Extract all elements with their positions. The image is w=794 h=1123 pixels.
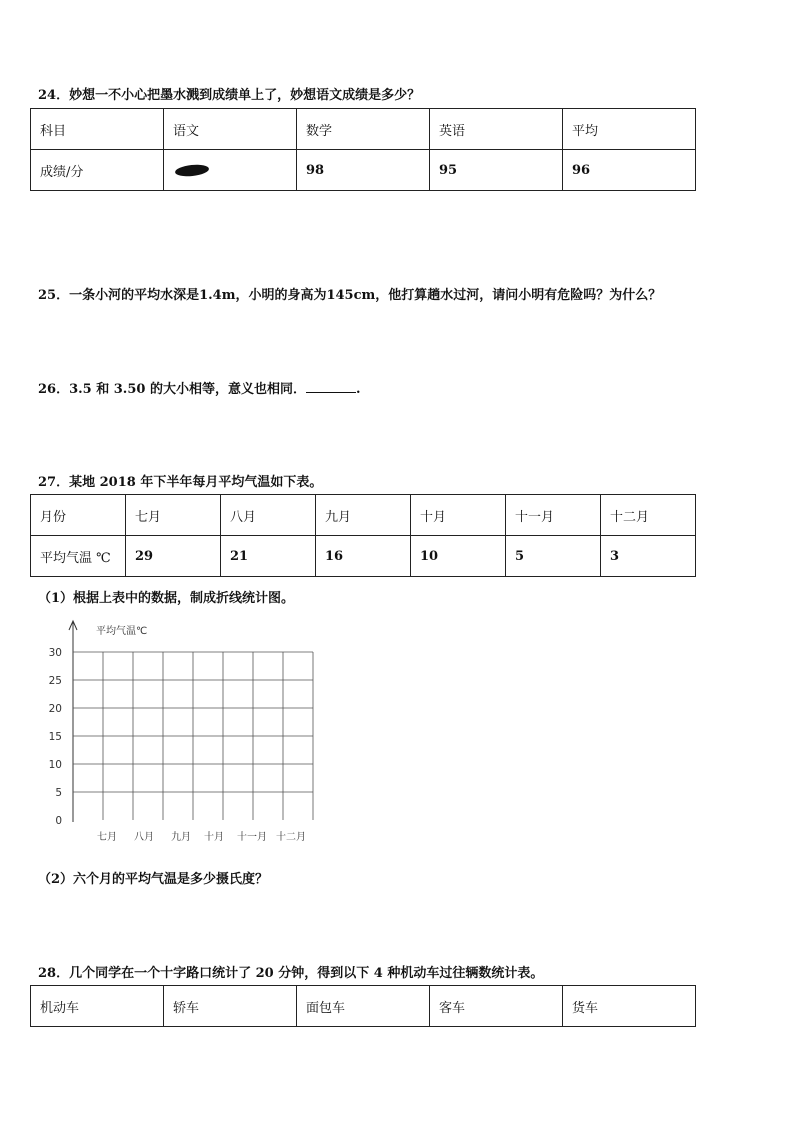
- question-26: [38, 378, 360, 397]
- question-26-end: .: [355, 382, 361, 397]
- temperature-table: [30, 494, 696, 577]
- table-row-label: 平均气温 ℃: [31, 536, 126, 577]
- table-row-label: 成绩/分: [31, 150, 164, 191]
- table-header-cell: 货车: [563, 986, 696, 1027]
- x-tick-label: 八月: [134, 832, 154, 843]
- y-tick-label: 25: [48, 675, 62, 687]
- temp-cell: 3: [601, 536, 696, 577]
- table-header-cell: 语文: [164, 109, 297, 150]
- answer-blank[interactable]: [306, 380, 356, 393]
- x-tick-label: 九月: [171, 832, 191, 843]
- table-header-cell: 平均: [563, 109, 696, 150]
- line-chart-grid: [40, 618, 330, 848]
- table-header-cell: 轿车: [164, 986, 297, 1027]
- x-tick-label: 十二月: [276, 832, 306, 843]
- y-tick-label: 30: [48, 647, 62, 659]
- month-cell: 十月: [411, 495, 506, 536]
- average-score: 96: [563, 150, 696, 191]
- table-header-cell: 机动车: [31, 986, 164, 1027]
- temp-cell: 21: [221, 536, 316, 577]
- question-25-text: 25．一条小河的平均水深是1.4m，小明的身高为145cm，他打算趟水过河，请问小明有危险吗？为什么？: [38, 288, 662, 303]
- month-cell: 十一月: [506, 495, 601, 536]
- table-header-cell: 科目: [31, 109, 164, 150]
- y-tick-label: 10: [48, 759, 62, 771]
- y-axis-label: 平均气温℃: [96, 626, 148, 637]
- table-header-cell: 面包车: [297, 986, 430, 1027]
- x-tick-label: 七月: [97, 832, 117, 843]
- y-tick-label: 5: [55, 787, 62, 799]
- grades-table: [30, 108, 696, 191]
- table-row: [31, 495, 696, 536]
- temp-cell: 5: [506, 536, 601, 577]
- y-tick-label: 15: [48, 731, 62, 743]
- table-header-cell: 英语: [430, 109, 563, 150]
- question-26-text: 26．3.5 和 3.50 的大小相等，意义也相同．: [38, 382, 306, 397]
- y-tick-label: 20: [48, 703, 62, 715]
- month-cell: 七月: [126, 495, 221, 536]
- vehicle-table: [30, 985, 696, 1027]
- table-row: [31, 986, 696, 1027]
- question-27-text: 27．某地 2018 年下半年每月平均气温如下表。: [38, 475, 323, 490]
- table-header-cell: 客车: [430, 986, 563, 1027]
- month-cell: 九月: [316, 495, 411, 536]
- month-cell: 十二月: [601, 495, 696, 536]
- temp-cell: 16: [316, 536, 411, 577]
- temp-cell: 10: [411, 536, 506, 577]
- ink-blot-cell: [164, 150, 297, 191]
- x-tick-label: 十一月: [237, 832, 267, 843]
- question-27-sub1: （1）根据上表中的数据，制成折线统计图。: [38, 591, 295, 606]
- table-row-label: 月份: [31, 495, 126, 536]
- table-row: [31, 109, 696, 150]
- table-row: [31, 536, 696, 577]
- table-header-cell: 数学: [297, 109, 430, 150]
- question-27-sub2: （2）六个月的平均气温是多少摄氏度？: [38, 872, 269, 887]
- y-tick-label: 0: [55, 815, 62, 827]
- question-28-text: 28．几个同学在一个十字路口统计了 20 分钟，得到以下 4 种机动车过往辆数统计表。: [38, 966, 544, 981]
- english-score: 95: [430, 150, 563, 191]
- temp-cell: 29: [126, 536, 221, 577]
- math-score: 98: [297, 150, 430, 191]
- x-tick-label: 十月: [204, 832, 224, 843]
- ink-blot-icon: [175, 163, 210, 177]
- question-24-text: 24．妙想一不小心把墨水溅到成绩单上了，妙想语文成绩是多少？: [38, 88, 421, 103]
- month-cell: 八月: [221, 495, 316, 536]
- table-row: [31, 150, 696, 191]
